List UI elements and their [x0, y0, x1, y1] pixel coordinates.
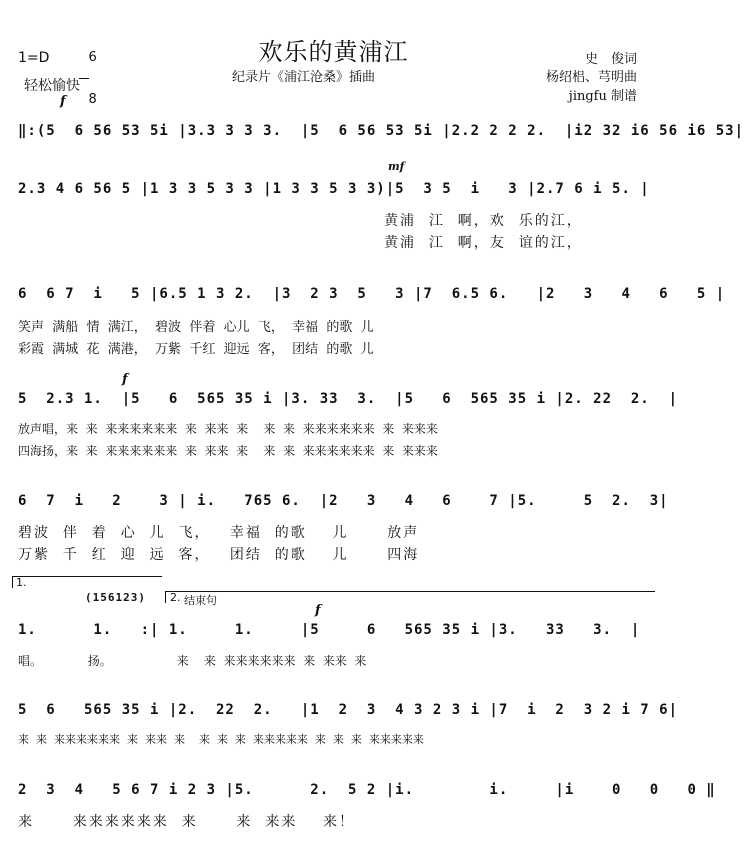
time-sig-top: 6 [88, 50, 97, 65]
dynamic-forte-3: f [315, 603, 321, 618]
notation-row-1: ‖:(5 6 56 53 5i |3.3 3 3 3. |5 6 56 53 5i |2.2 2 2 2. |i2 32 i6 56 i6 53| [18, 123, 744, 139]
notation-row-2: 2.3 4 6 56 5 |1 3 3 5 3 3 |1 3 3 5 3 3)|5 3 5 i 3 |2.7 6 i 5. | [18, 181, 650, 197]
time-sig-bottom: 8 [88, 92, 97, 107]
notation-row-5: 6 7 i 2 3 | i. 765 6. |2 3 4 6 7 |5. 5 2. 3| [18, 493, 669, 509]
notation-row-8: 2 3 4 5 6 7 i 2 3 |5. 2. 5 2 |i. i. |i 0 0 0 ‖ [18, 782, 716, 798]
time-sig-line [79, 78, 89, 79]
lyrics-row-5-verse-1: 碧波 伴 着 心 儿 飞， 幸福 的歌 儿 放声 [18, 525, 420, 541]
notation-row-7: 5 6 565 35 i |2. 22 2. |1 2 3 4 3 2 3 i |7 i 2 3 2 i 7 6| [18, 702, 679, 718]
notation-row-6: 1. 1. :| 1. 1. |5 6 565 35 i |3. 33 3. | [18, 622, 641, 638]
volta-1-bracket-end [12, 576, 13, 588]
lyrics-row-5-verse-2: 万紫 千 红 迎 远 客， 团结 的歌 儿 四海 [18, 547, 420, 563]
lyrics-row-8: 来 来来来来来来 来 来 来来 来！ [18, 814, 356, 830]
volta-2-bracket-end [165, 591, 166, 603]
lyrics-row-4-verse-1: 放声唱，来 来 来来来来来来 来 来来 来 来 来 来来来来来来 来 来来来 [18, 422, 438, 436]
volta-1-phrase: (156123) [85, 591, 146, 604]
volta-1-label: 1. [16, 576, 27, 589]
lyrics-row-3-verse-1: 笑声 满船 情 满江， 碧波 伴着 心儿 飞， 幸福 的歌 儿 [18, 320, 374, 335]
lyrics-row-4-verse-2: 四海扬，来 来 来来来来来来 来 来来 来 来 来 来来来来来来 来 来来来 [18, 444, 438, 458]
lyrics-row-2-verse-1: 黄浦 江 啊，欢 乐的江， [384, 213, 583, 229]
lyrics-row-3-verse-2: 彩霞 满城 花 满港， 万紫 千红 迎远 客， 团结 的歌 儿 [18, 342, 374, 357]
volta-2-label: 2. [170, 591, 181, 604]
arranger-credit: jingfu 制谱 [568, 89, 637, 104]
dynamic-mezzo-forte: mf [388, 160, 405, 173]
ending-phrase-label: 结束句 [184, 594, 217, 607]
lyrics-row-7: 来 来 来来来来来来 来 来来 来 来 来 来 来来来来来 来 来 来 来来来来来 [18, 733, 424, 746]
notation-row-3: 6 6 7 i 5 |6.5 1 3 2. |3 2 3 5 3 |7 6.5 6. |2 3 4 6 5 | [18, 286, 726, 302]
dynamic-forte-1: f [60, 94, 66, 109]
lyricist-credit: 史 俊词 [584, 52, 637, 67]
song-title: 欢乐的黄浦江 [258, 38, 409, 66]
song-subtitle: 纪录片《浦江沧桑》插曲 [232, 70, 376, 85]
dynamic-forte-2: f [122, 372, 128, 387]
volta-1-bracket [12, 576, 162, 577]
lyrics-row-6: 唱。 扬。 来 来 来来来来来来 来 来来 来 [18, 654, 367, 668]
key-signature: 1=D [18, 50, 50, 66]
lyrics-row-2-verse-2: 黄浦 江 啊，友 谊的江， [384, 235, 583, 251]
notation-row-4: 5 2.3 1. |5 6 565 35 i |3. 33 3. |5 6 565 35 i |2. 22 2. | [18, 391, 679, 407]
tempo-marking: 轻松愉快 [24, 78, 80, 94]
volta-2-bracket [165, 591, 655, 592]
composer-credit: 杨绍梠、芎明曲 [545, 70, 637, 85]
